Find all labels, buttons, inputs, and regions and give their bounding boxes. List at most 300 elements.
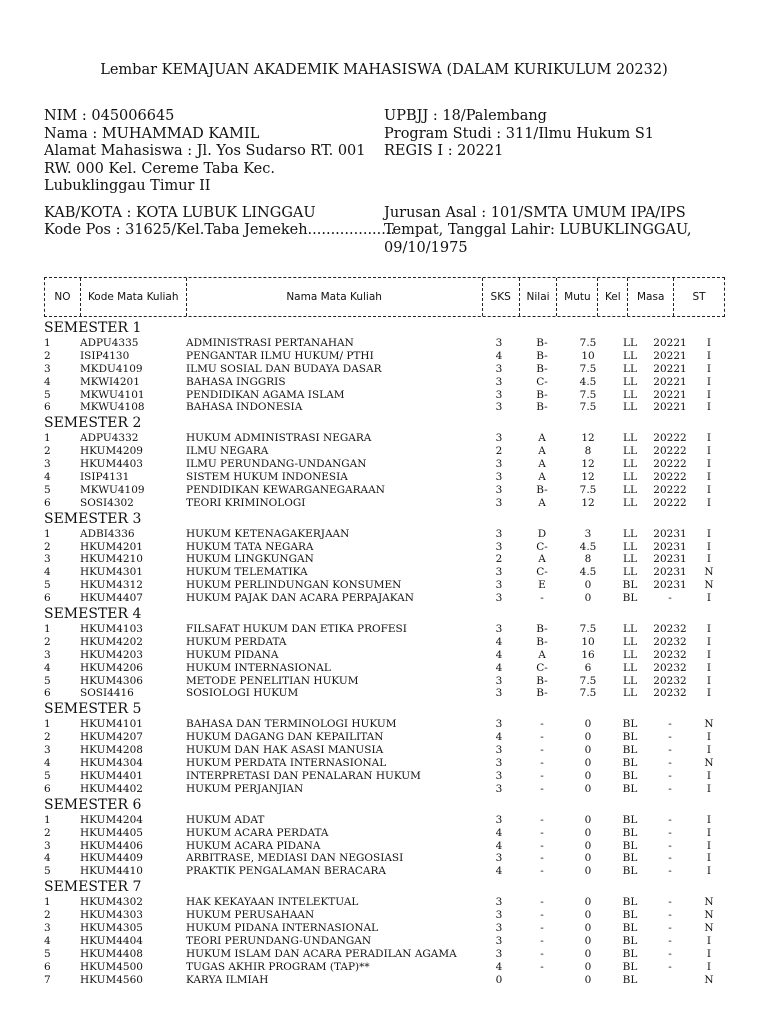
quality-value: 7.5 — [579, 623, 597, 636]
course-code: HKUM4403 — [80, 458, 143, 471]
sks-value: 3 — [495, 337, 503, 349]
quality-value: 0 — [584, 909, 592, 922]
course-name: HUKUM PERDATA — [186, 635, 287, 648]
group-value: BL — [622, 947, 638, 960]
course-name: HUKUM ACARA PERDATA — [186, 826, 329, 839]
course-code: HKUM4210 — [80, 553, 143, 566]
status-value: I — [706, 865, 712, 878]
group-value: LL — [623, 349, 637, 362]
grade-value: A — [538, 648, 546, 661]
grade-value: - — [540, 731, 544, 744]
sks-value: 3 — [495, 471, 503, 484]
grade-value: D — [537, 527, 547, 540]
period-value: - — [668, 744, 672, 757]
period-value: - — [668, 757, 672, 770]
period-value: 20231 — [653, 579, 687, 592]
group-value: BL — [622, 757, 638, 770]
period-value: - — [668, 947, 672, 960]
group-value: BL — [622, 813, 638, 826]
course-name: PENGANTAR ILMU HUKUM/ PTHI — [186, 349, 374, 362]
course-name: HUKUM PIDANA INTERNASIONAL — [186, 921, 379, 934]
grade-value: A — [538, 458, 546, 471]
quality-value: 0 — [584, 826, 592, 839]
group-value: LL — [623, 553, 637, 566]
status-value: I — [706, 813, 712, 826]
course-code: HKUM4206 — [80, 661, 143, 674]
course-code: HKUM4407 — [80, 592, 143, 605]
quality-value: 0 — [584, 718, 592, 731]
period-value: 20232 — [653, 687, 687, 700]
row-number: 3 — [44, 921, 51, 934]
period-value: 20221 — [653, 388, 687, 401]
sks-value: 3 — [495, 566, 503, 579]
quality-value: 0 — [584, 592, 592, 605]
status-value: N — [704, 921, 714, 934]
course-name: HUKUM PERJANJIAN — [186, 782, 304, 795]
grade-value: - — [540, 839, 544, 852]
group-value: BL — [622, 826, 638, 839]
row-number: 4 — [44, 375, 51, 388]
status-value: I — [706, 401, 712, 414]
grade-value: - — [540, 947, 544, 960]
course-code: HKUM4209 — [80, 445, 143, 458]
grade-value: B- — [536, 483, 548, 496]
status-value: I — [706, 445, 712, 458]
row-number: 5 — [44, 483, 51, 496]
table-row — [44, 566, 734, 579]
sks-value: 3 — [495, 934, 503, 947]
course-code: HKUM4409 — [80, 852, 143, 865]
table-row — [44, 649, 734, 662]
table-header — [44, 277, 725, 317]
nim-field: NIM : 045006645 — [44, 108, 175, 124]
period-value: 20221 — [653, 401, 687, 414]
status-value: I — [706, 458, 712, 471]
group-value: LL — [623, 674, 637, 687]
status-value: I — [706, 769, 712, 782]
table-row — [44, 814, 734, 827]
header-group: Kel — [598, 278, 628, 316]
quality-value: 4.5 — [579, 540, 597, 553]
table-row — [44, 623, 734, 636]
period-value: 20231 — [653, 527, 687, 540]
grade-value: - — [540, 592, 544, 605]
course-code: HKUM4405 — [80, 826, 143, 839]
course-name: HUKUM DAN HAK ASASI MANUSIA — [186, 744, 384, 757]
course-name: HUKUM INTERNASIONAL — [186, 661, 331, 674]
row-number: 6 — [44, 960, 51, 973]
group-value: BL — [622, 973, 638, 986]
grade-value: A — [538, 496, 546, 509]
grade-value: B- — [536, 635, 548, 648]
table-row — [44, 528, 734, 541]
row-number: 5 — [44, 947, 51, 960]
course-code: HKUM4204 — [80, 813, 143, 826]
course-code: HKUM4201 — [80, 540, 143, 553]
quality-value: 10 — [581, 349, 595, 362]
table-row — [44, 783, 734, 796]
quality-value: 0 — [584, 839, 592, 852]
sks-value: 4 — [495, 648, 503, 661]
table-row — [44, 497, 734, 510]
period-value: 20222 — [653, 458, 687, 471]
header-course-name: Nama Mata Kuliah — [187, 278, 483, 316]
grade-value: - — [540, 718, 544, 731]
course-code: HKUM4207 — [80, 731, 143, 744]
document-title: Lembar KEMAJUAN AKADEMIK MAHASISWA (DALAM KURIKULUM 20232) — [100, 62, 668, 78]
sks-value: 3 — [495, 813, 503, 826]
grade-value: A — [538, 553, 546, 566]
period-value: - — [668, 826, 672, 839]
group-value: LL — [623, 648, 637, 661]
group-value: BL — [622, 909, 638, 922]
sks-value: 3 — [495, 757, 503, 770]
course-name: HUKUM LINGKUNGAN — [186, 553, 314, 566]
sks-value: 3 — [495, 527, 503, 540]
status-value: I — [706, 483, 712, 496]
quality-value: 0 — [584, 813, 592, 826]
quality-value: 6 — [584, 661, 592, 674]
group-value: LL — [623, 401, 637, 414]
period-value: - — [668, 852, 672, 865]
quality-value: 0 — [584, 757, 592, 770]
group-value: BL — [622, 896, 638, 909]
course-code: MKWU4101 — [80, 388, 145, 401]
sks-value: 3 — [495, 592, 503, 605]
row-number: 1 — [44, 527, 51, 540]
quality-value: 7.5 — [579, 483, 597, 496]
quality-value: 12 — [581, 496, 595, 509]
sks-value: 4 — [495, 349, 503, 362]
period-value: 20222 — [653, 471, 687, 484]
course-name: TEORI KRIMINOLOGI — [186, 496, 306, 509]
table-row — [44, 636, 734, 649]
sks-value: 0 — [495, 973, 503, 986]
course-name: SOSIOLOGI HUKUM — [186, 687, 299, 700]
status-value: I — [706, 375, 712, 388]
course-code: HKUM4406 — [80, 839, 143, 852]
upbjj-field: UPBJJ : 18/Palembang — [384, 108, 547, 124]
sks-value: 3 — [495, 718, 503, 731]
row-number: 5 — [44, 579, 51, 592]
course-name: TUGAS AKHIR PROGRAM (TAP)** — [186, 960, 370, 973]
status-value: N — [704, 566, 714, 579]
table-row — [44, 389, 734, 402]
grade-value: B- — [536, 674, 548, 687]
group-value: LL — [623, 566, 637, 579]
period-value: - — [668, 592, 672, 605]
grade-value: - — [540, 826, 544, 839]
period-value: 20232 — [653, 623, 687, 636]
period-value: 20232 — [653, 661, 687, 674]
quality-value: 3 — [584, 527, 592, 540]
group-value: LL — [623, 458, 637, 471]
grade-value: - — [540, 909, 544, 922]
course-name: HUKUM ISLAM DAN ACARA PERADILAN AGAMA — [186, 947, 457, 960]
status-value: I — [706, 960, 712, 973]
row-number: 3 — [44, 648, 51, 661]
row-number: 1 — [44, 432, 51, 445]
sks-value: 3 — [495, 674, 503, 687]
group-value: BL — [622, 592, 638, 605]
table-row — [44, 337, 734, 350]
status-value: N — [704, 757, 714, 770]
sks-value: 2 — [495, 553, 503, 566]
status-value: I — [706, 744, 712, 757]
semester-heading: SEMESTER 5 — [44, 701, 142, 718]
quality-value: 7.5 — [579, 674, 597, 687]
course-name: KARYA ILMIAH — [186, 973, 269, 986]
course-code: HKUM4303 — [80, 909, 143, 922]
quality-value: 12 — [581, 471, 595, 484]
previous-major-field: Jurusan Asal : 101/SMTA UMUM IPA/IPS — [384, 204, 686, 221]
course-name: HUKUM DAGANG DAN KEPAILITAN — [186, 731, 384, 744]
sks-value: 3 — [495, 769, 503, 782]
period-value: - — [668, 865, 672, 878]
status-value: I — [706, 687, 712, 700]
quality-value: 0 — [584, 579, 592, 592]
group-value: BL — [622, 852, 638, 865]
course-name: INTERPRETASI DAN PENALARAN HUKUM — [186, 769, 421, 782]
period-value: 20222 — [653, 432, 687, 445]
course-code: ADBI4336 — [80, 527, 135, 540]
sks-value: 3 — [495, 909, 503, 922]
registration-field: REGIS I : 20221 — [384, 143, 504, 159]
period-value: 20231 — [653, 566, 687, 579]
course-name: METODE PENELITIAN HUKUM — [186, 674, 359, 687]
quality-value: 8 — [584, 553, 592, 566]
period-value: - — [668, 934, 672, 947]
course-name: PENDIDIKAN AGAMA ISLAM — [186, 388, 345, 401]
sks-value: 4 — [495, 865, 503, 878]
table-row — [44, 541, 734, 554]
grade-value: B- — [536, 388, 548, 401]
course-name: HUKUM PERUSAHAAN — [186, 909, 315, 922]
row-number: 6 — [44, 496, 51, 509]
sks-value: 4 — [495, 960, 503, 973]
row-number: 2 — [44, 731, 51, 744]
quality-value: 0 — [584, 769, 592, 782]
course-code: MKWI4201 — [80, 375, 140, 388]
row-number: 2 — [44, 349, 51, 362]
semester-heading: SEMESTER 3 — [44, 510, 142, 527]
quality-value: 7.5 — [579, 687, 597, 700]
status-value: I — [706, 432, 712, 445]
group-value: LL — [623, 362, 637, 375]
header-quality: Mutu — [557, 278, 598, 316]
grade-value: C- — [536, 566, 548, 579]
table-row — [44, 432, 734, 445]
quality-value: 0 — [584, 896, 592, 909]
table-row — [44, 909, 734, 922]
group-value: BL — [622, 579, 638, 592]
header-status: ST — [692, 291, 706, 303]
row-number: 2 — [44, 826, 51, 839]
status-value: I — [706, 661, 712, 674]
sks-value: 3 — [495, 579, 503, 592]
grade-value: A — [538, 432, 546, 445]
period-value: 20221 — [653, 375, 687, 388]
grade-value: - — [540, 744, 544, 757]
group-value: LL — [623, 623, 637, 636]
grade-value: C- — [536, 661, 548, 674]
row-number: 3 — [44, 458, 51, 471]
quality-value: 4.5 — [579, 375, 597, 388]
row-number: 1 — [44, 337, 51, 349]
course-code: HKUM4401 — [80, 769, 143, 782]
period-value: 20232 — [653, 648, 687, 661]
table-row — [44, 350, 734, 363]
group-value: BL — [622, 731, 638, 744]
course-code: ISIP4131 — [80, 471, 130, 484]
postal-code-field: Kode Pos : 31625/Kel.Taba Jemekeh................... — [44, 222, 396, 238]
course-code: HKUM4202 — [80, 635, 143, 648]
row-number: 4 — [44, 566, 51, 579]
grade-value: - — [540, 852, 544, 865]
sks-value: 3 — [495, 432, 503, 445]
table-row — [44, 757, 734, 770]
course-code: HKUM4103 — [80, 623, 143, 636]
course-name: PRAKTIK PENGALAMAN BERACARA — [186, 865, 387, 878]
quality-value: 0 — [584, 782, 592, 795]
period-value: - — [668, 960, 672, 973]
period-value: 20222 — [653, 496, 687, 509]
group-value: LL — [623, 635, 637, 648]
course-name: BAHASA INGGRIS — [186, 375, 286, 388]
status-value: I — [706, 592, 712, 605]
course-code: HKUM4301 — [80, 566, 143, 579]
table-row — [44, 744, 734, 757]
course-name: ILMU NEGARA — [186, 445, 269, 458]
grade-value: A — [538, 445, 546, 458]
period-value: 20222 — [653, 483, 687, 496]
course-code: SOSI4416 — [80, 687, 134, 700]
semester-heading: SEMESTER 4 — [44, 606, 142, 623]
table-row — [44, 827, 734, 840]
row-number: 4 — [44, 471, 51, 484]
course-name: ARBITRASE, MEDIASI DAN NEGOSIASI — [186, 852, 404, 865]
status-value: I — [706, 782, 712, 795]
period-value: - — [668, 731, 672, 744]
row-number: 2 — [44, 635, 51, 648]
quality-value: 0 — [584, 947, 592, 960]
period-value: - — [668, 909, 672, 922]
grade-value: - — [540, 782, 544, 795]
table-row — [44, 553, 734, 566]
status-value: I — [706, 527, 712, 540]
group-value: LL — [623, 337, 637, 349]
course-name: HUKUM TELEMATIKA — [186, 566, 308, 579]
course-name: HUKUM ADAT — [186, 813, 265, 826]
quality-value: 0 — [584, 852, 592, 865]
sks-value: 3 — [495, 921, 503, 934]
student-info-left — [44, 108, 396, 240]
quality-value: 7.5 — [579, 362, 597, 375]
sks-value: 4 — [495, 661, 503, 674]
row-number: 6 — [44, 687, 51, 700]
sks-value: 4 — [495, 839, 503, 852]
sks-value: 4 — [495, 826, 503, 839]
row-number: 5 — [44, 865, 51, 878]
table-row — [44, 471, 734, 484]
table-row — [44, 840, 734, 853]
period-value: - — [668, 896, 672, 909]
table-row — [44, 592, 734, 605]
grade-value: B- — [536, 362, 548, 375]
grade-value: B- — [536, 401, 548, 414]
group-value: LL — [623, 471, 637, 484]
course-code: HKUM4302 — [80, 896, 143, 909]
course-code: HKUM4408 — [80, 947, 143, 960]
group-value: BL — [622, 960, 638, 973]
course-code: HKUM4203 — [80, 648, 143, 661]
student-info-right — [384, 108, 734, 257]
course-code: HKUM4500 — [80, 960, 143, 973]
table-row — [44, 896, 734, 909]
course-name: HUKUM PAJAK DAN ACARA PERPAJAKAN — [186, 592, 414, 605]
row-number: 4 — [44, 757, 51, 770]
course-name: PENDIDIKAN KEWARGANEGARAAN — [186, 483, 385, 496]
course-code: MKWU4109 — [80, 483, 145, 496]
grade-value: - — [540, 921, 544, 934]
sks-value: 3 — [495, 401, 503, 414]
course-name: HUKUM ADMINISTRASI NEGARA — [186, 432, 372, 445]
period-value: 20231 — [653, 540, 687, 553]
course-name: HUKUM PIDANA — [186, 648, 279, 661]
period-value: 20221 — [653, 349, 687, 362]
table-row — [44, 770, 734, 783]
header-no: NO — [45, 278, 81, 316]
grade-value: B- — [536, 349, 548, 362]
header-sks: SKS — [483, 278, 520, 316]
table-row — [44, 731, 734, 744]
course-code: HKUM4560 — [80, 973, 143, 986]
period-value: - — [668, 921, 672, 934]
header-grade: Nilai — [520, 278, 558, 316]
group-value: LL — [623, 432, 637, 445]
status-value: I — [706, 388, 712, 401]
sks-value: 3 — [495, 540, 503, 553]
grade-value: - — [540, 813, 544, 826]
status-value: N — [704, 579, 714, 592]
course-code: MKDU4109 — [80, 362, 143, 375]
grade-value: C- — [536, 540, 548, 553]
study-program-field: Program Studi : 311/Ilmu Hukum S1 — [384, 125, 655, 142]
course-code: ADPU4335 — [80, 337, 139, 349]
table-row — [44, 376, 734, 389]
table-row — [44, 579, 734, 592]
group-value: BL — [622, 769, 638, 782]
course-name: HUKUM PERLINDUNGAN KONSUMEN — [186, 579, 402, 592]
group-value: BL — [622, 744, 638, 757]
group-value: BL — [622, 934, 638, 947]
sks-value: 3 — [495, 852, 503, 865]
table-row — [44, 852, 734, 865]
grade-value: B- — [536, 687, 548, 700]
group-value: LL — [623, 687, 637, 700]
quality-value: 12 — [581, 458, 595, 471]
course-code: HKUM4304 — [80, 757, 143, 770]
sks-value: 3 — [495, 947, 503, 960]
group-value: BL — [622, 865, 638, 878]
row-number: 3 — [44, 362, 51, 375]
status-value: I — [706, 623, 712, 636]
row-number: 5 — [44, 769, 51, 782]
course-name: TEORI PERUNDANG-UNDANGAN — [186, 934, 372, 947]
semester-heading: SEMESTER 7 — [44, 879, 142, 896]
course-name: SISTEM HUKUM INDONESIA — [186, 471, 348, 484]
group-value: BL — [622, 782, 638, 795]
